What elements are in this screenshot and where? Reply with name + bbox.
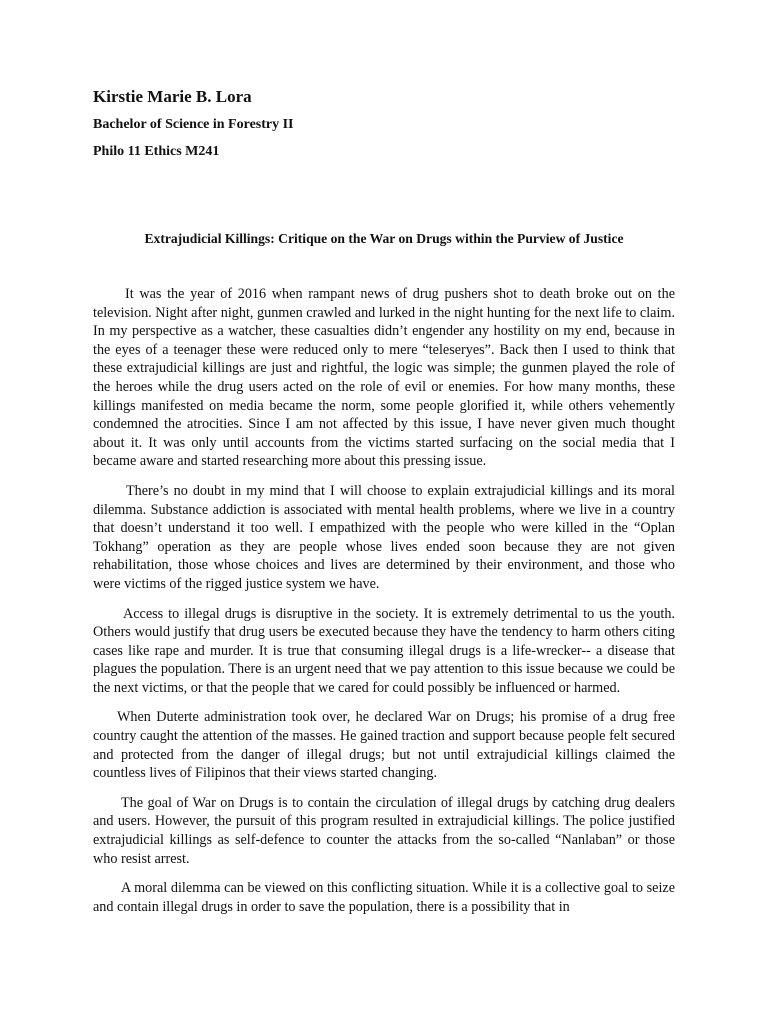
paragraph-1: It was the year of 2016 when rampant news of drug pushers shot to death broke out on the television. Night after night, gunmen crawled and lurked in the night hunting for the next life to claim. In my perspective as a watcher, these casualties didn’t engender any hostility on my end, because in the eyes of a teenager these were reduced only to mere “teleseryes”. Back then I used to think that these extrajudicial killings are just and rightful, the logic was simple; the gunmen played the role of the heroes while the drug users acted on the role of evil or enemies. For how many months, these killings manifested on media became the norm, some people glorified it, while others vehemently condemned the atrocities. Since I am not affected by this issue, I have never given much thought about it. It was only until accounts from the victims started surfacing on the social media that I became aware and started researching more about this pressing issue. — [93, 286, 675, 470]
course-code: Philo 11 Ethics M241 — [93, 144, 220, 159]
author-name: Kirstie Marie B. Lora — [93, 87, 252, 106]
degree-program: Bachelor of Science in Forestry II — [93, 117, 294, 132]
paragraph-2: There’s no doubt in my mind that I will choose to explain extrajudicial killings and its moral dilemma. Substance addiction is associated with mental health problems, where we live in a country that doesn’t understand it too well. I empathized with the people who were killed in the “Oplan Tokhang” operation as they are people whose lives ended soon because they are not given rehabilitation, those whose choices and lives are determined by their environment, and those who were victims of the rigged justice system we have. — [93, 482, 675, 592]
essay-body — [93, 285, 675, 927]
paragraph-5: The goal of War on Drugs is to contain the circulation of illegal drugs by catching drug dealers and users. However, the pursuit of this program resulted in extrajudicial killings. The police justified extrajudicial killings as self-defence to counter the attacks from the so-called “Nanlaban” or those who resist arrest. — [93, 794, 675, 867]
paragraph-3: Access to illegal drugs is disruptive in the society. It is extremely detrimental to us the youth. Others would justify that drug users be executed because they have the tendency to harm others citing cases like rape and murder. It is true that consuming illegal drugs is a life-wrecker-- a disease that plagues the population. There is an urgent need that we pay attention to this issue because we could be the next victims, or that the people that we cared for could possibly be influenced or harmed. — [93, 605, 675, 696]
paragraph-6: A moral dilemma can be viewed on this conflicting situation. While it is a collective goal to seize and contain illegal drugs in order to save the population, there is a possibility that in — [93, 880, 675, 915]
paragraph-4: When Duterte administration took over, he declared War on Drugs; his promise of a drug free country caught the attention of the masses. He gained traction and support because people felt secured and protected from the danger of illegal drugs; but not until extrajudicial killings claimed the countless lives of Filipinos that their views started changing. — [93, 709, 675, 782]
essay-title: Extrajudicial Killings: Critique on the War on Drugs within the Purview of Justice — [144, 231, 624, 246]
document-header — [93, 86, 693, 161]
